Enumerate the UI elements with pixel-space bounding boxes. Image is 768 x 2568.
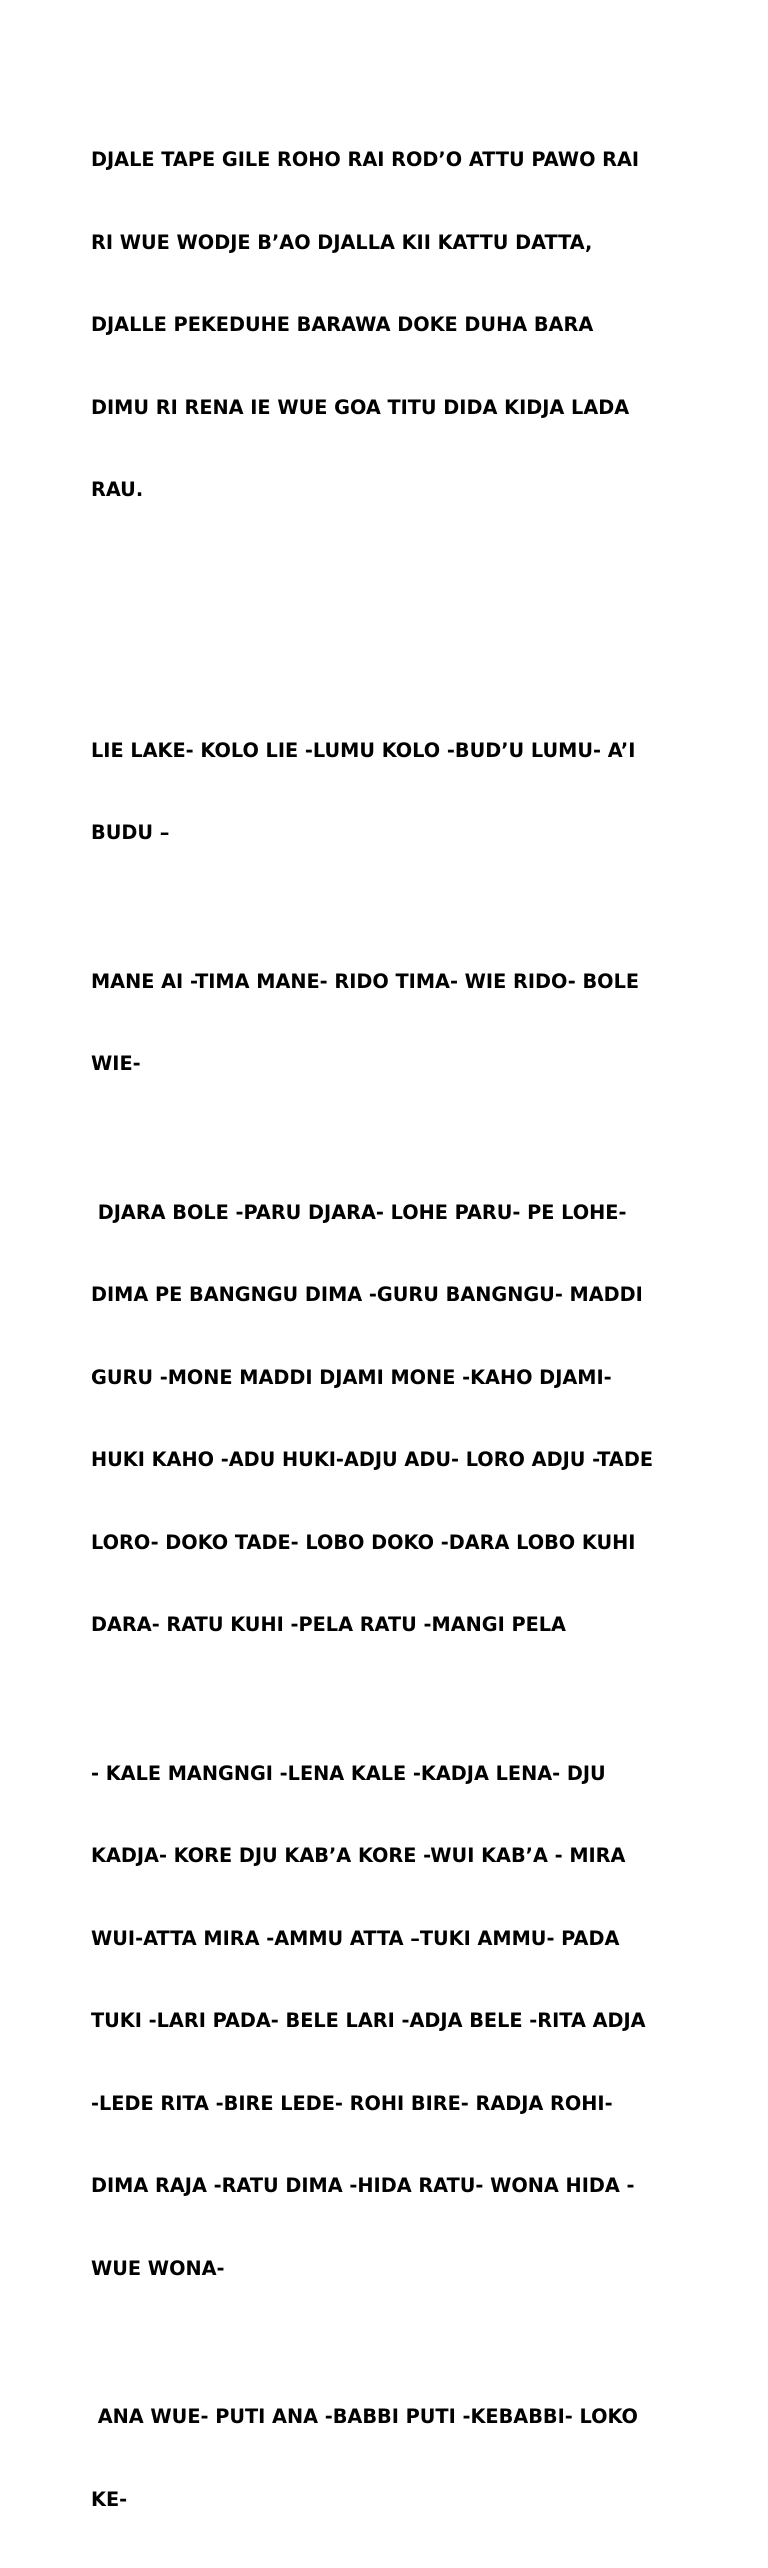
text-line: DJARA BOLE -PARU DJARA- LOHE PARU- PE LOHE- [91,1200,627,1224]
paragraph-spacer [91,2337,691,2348]
text-line: KE- [91,2487,128,2511]
text-line: RI WUE WODJE B’AO DJALLA KII KATTU DATTA, [91,230,593,254]
paragraph-spacer [91,1133,691,1144]
text-line: LIE LAKE- KOLO LIE -LUMU KOLO -BUD’U LUMU- A’I [91,738,636,762]
paragraph-4 [91,1144,691,1694]
paragraph-3 [91,913,691,1133]
text-line: DIMU RI RENA IE WUE GOA TITU DIDA KIDJA LADA [91,395,630,419]
text-line: TUKI -LARI PADA- BELE LARI -ADJA BELE -RITA ADJA [91,2009,646,2032]
text-line: WIE- [91,1052,141,1075]
paragraph-2 [91,682,691,902]
text-line: WUE WONA- [91,2256,225,2280]
text-line: DARA- RATU KUHI -PELA RATU -MANGI PELA [91,1613,566,1636]
text-line: DIMA RAJA -RATU DIMA -HIDA RATU- WONA HIDA - [91,2174,635,2197]
text-line: DJALLE PEKEDUHE BARAWA DOKE DUHA BARA [91,313,594,336]
text-line: GURU -MONE MADDI DJAMI MONE -KAHO DJAMI- [91,1365,612,1389]
text-line: - KALE MANGNGI -LENA KALE -KADJA LENA- DJU [91,1761,606,1785]
paragraph-5 [91,1705,691,2338]
paragraph-spacer [91,1694,691,1705]
text-line: DIMA PE BANGNGU DIMA -GURU BANGNGU- MADDI [91,1283,643,1306]
text-line: LORO- DOKO TADE- LOBO DOKO -DARA LOBO KUHI [91,1530,636,1554]
text-line: KADJA- KORE DJU KAB’A KORE -WUI KAB’A - MIRA [91,1844,626,1867]
text-line: ANA WUE- PUTI ANA -BABBI PUTI -KEBABBI- LOKO [91,2405,638,2428]
paragraph-spacer [91,559,691,682]
text-line: RAU. [91,478,144,501]
text-line: MANE AI -TIMA MANE- RIDO TIMA- WIE RIDO- BOLE [91,969,640,993]
paragraph-6 [91,2348,691,2568]
paragraph-1 [91,91,691,559]
text-line: HUKI KAHO -ADU HUKI-ADJU ADU- LORO ADJU -TADE [91,1448,654,1471]
paragraph-spacer [91,902,691,913]
text-line: WUI-ATTA MIRA -AMMU ATTA –TUKI AMMU- PADA [91,1926,620,1950]
document-page [91,91,691,2568]
text-line: DJALE TAPE GILE ROHO RAI ROD’O ATTU PAWO RAI [91,148,640,171]
text-line: -LEDE RITA -BIRE LEDE- ROHI BIRE- RADJA ROHI- [91,2091,613,2115]
text-line: BUDU – [91,821,170,844]
